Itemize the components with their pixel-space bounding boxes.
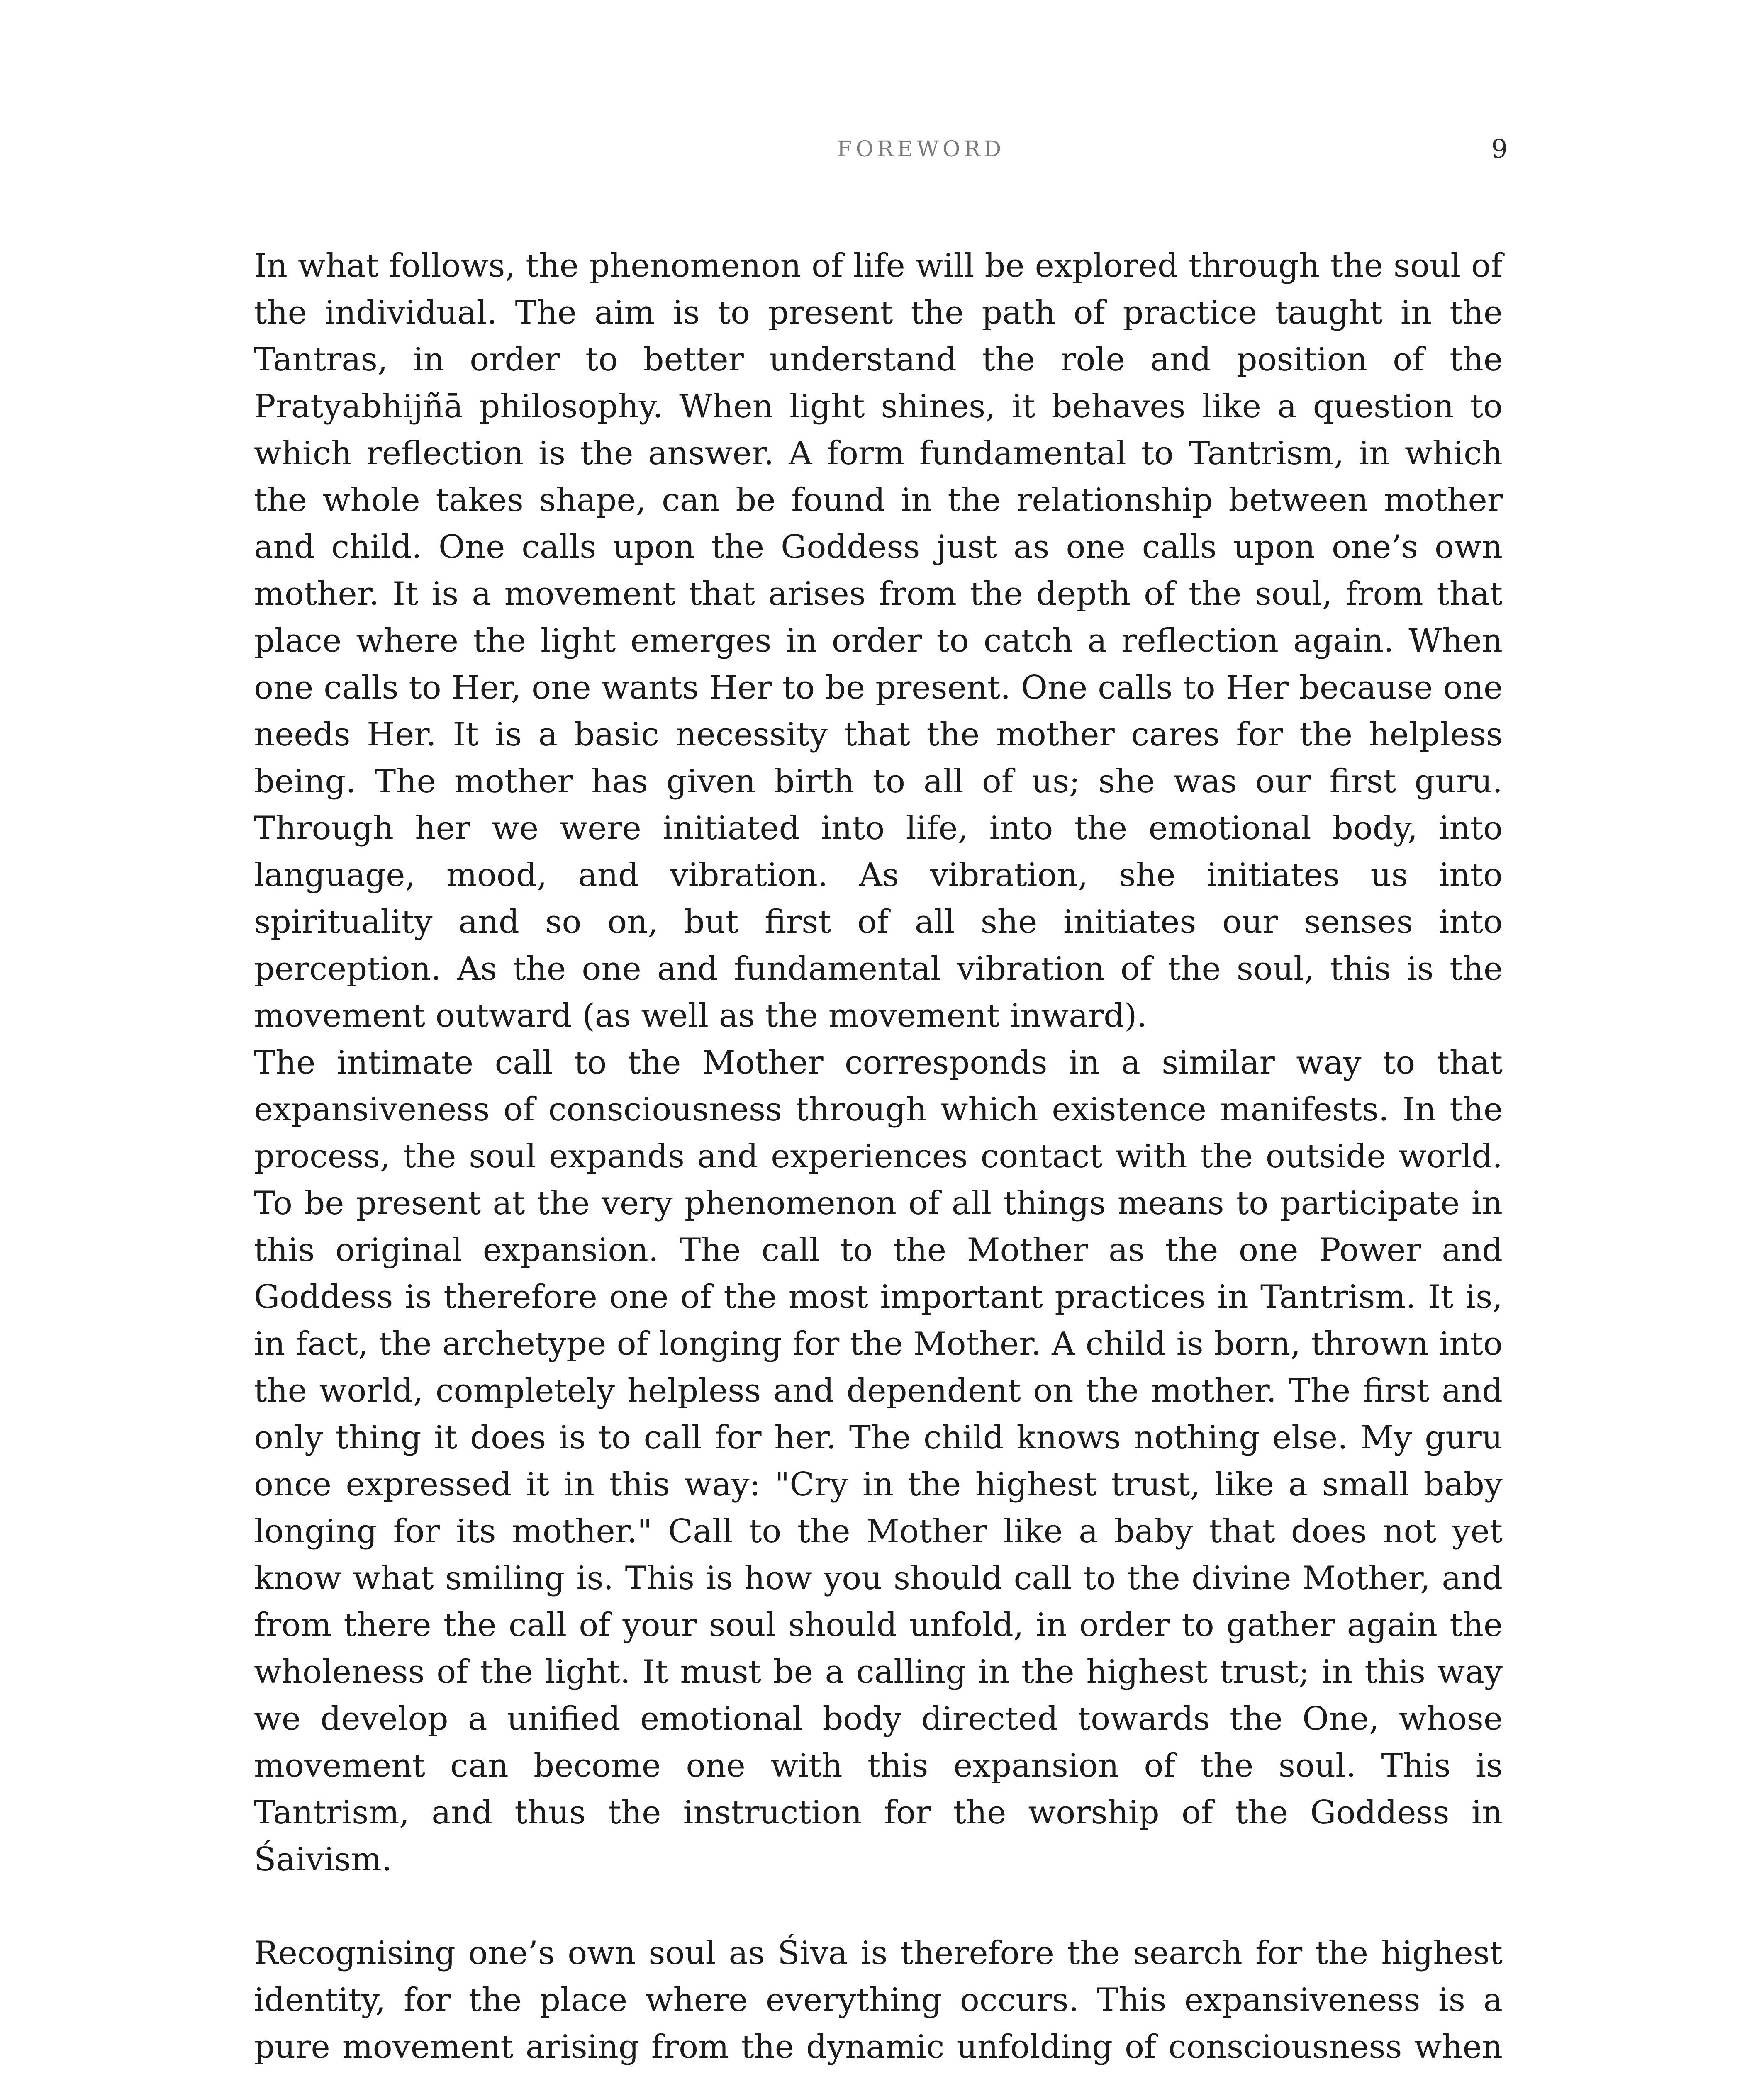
paragraph-2: The intimate call to the Mother corresponds in a similar way to that expansiveness of consciousness through which existence manifests. In the process, the soul expands and experiences contact with the outside world. To be present at the very phenomenon of all things means to participate in this original expansion. The call to the Mother as the one Power and Goddess is therefore one of the most important practices in Tantrism. It is, in fact, the archetype of longing for the Mother. A child is born, thrown into the world, completely helpless and dependent on the mother. The first and only thing it does is to call for her. The child knows nothing else. My guru once expressed it in this way: "Cry in the highest trust, like a small baby longing for its mother." Call to the Mother like a baby that does not yet know what smiling is. This is how you should call to the divine Mother, and from there the call of your soul should unfold, in order to gather again the wholeness of the light. It must be a calling in the highest trust; in this way we develop a unified emotional body directed towards the One, whose movement can become one with this expansion of the soul. This is Tantrism, and thus the instruction for the worship of the Goddess in Śaivism.	[254, 1044, 1503, 1878]
body-text	[254, 243, 1503, 2074]
running-head-title: FOREWORD	[837, 137, 1005, 162]
paragraph-3: Recognising one’s own soul as Śiva is therefore the search for the highest identity, for the place where everything occurs. This expansiveness is a pure movement arising from the dynamic unfolding of consciousness when	[254, 1935, 1503, 2066]
page-number: 9	[1491, 134, 1508, 164]
paragraph-1: In what follows, the phenomenon of life will be explored through the soul of the individual. The aim is to present the path of practice taught in the Tantras, in order to better understand the role and position of the Pratyabhijñā philosophy. When light shines, it behaves like a question to which reflection is the answer. A form fundamental to Tantrism, in which the whole takes shape, can be found in the relationship between mother and child. One calls upon the Goddess just as one calls upon one’s own mother. It is a movement that arises from the depth of the soul, from that place where the light emerges in order to catch a reflection again. When one calls to Her, one wants Her to be present. One calls to Her because one needs Her. It is a basic necessity that the mother cares for the helpless being. The mother has given birth to all of us; she was our first guru. Through her we were initiated into life, into the emotional body, into language, mood, and vibration. As vibration, she initiates us into spirituality and so on, but first of all she initiates our senses into perception. As the one and fundamental vibration of the soul, this is the movement outward (as well as the movement inward).	[254, 247, 1503, 1035]
